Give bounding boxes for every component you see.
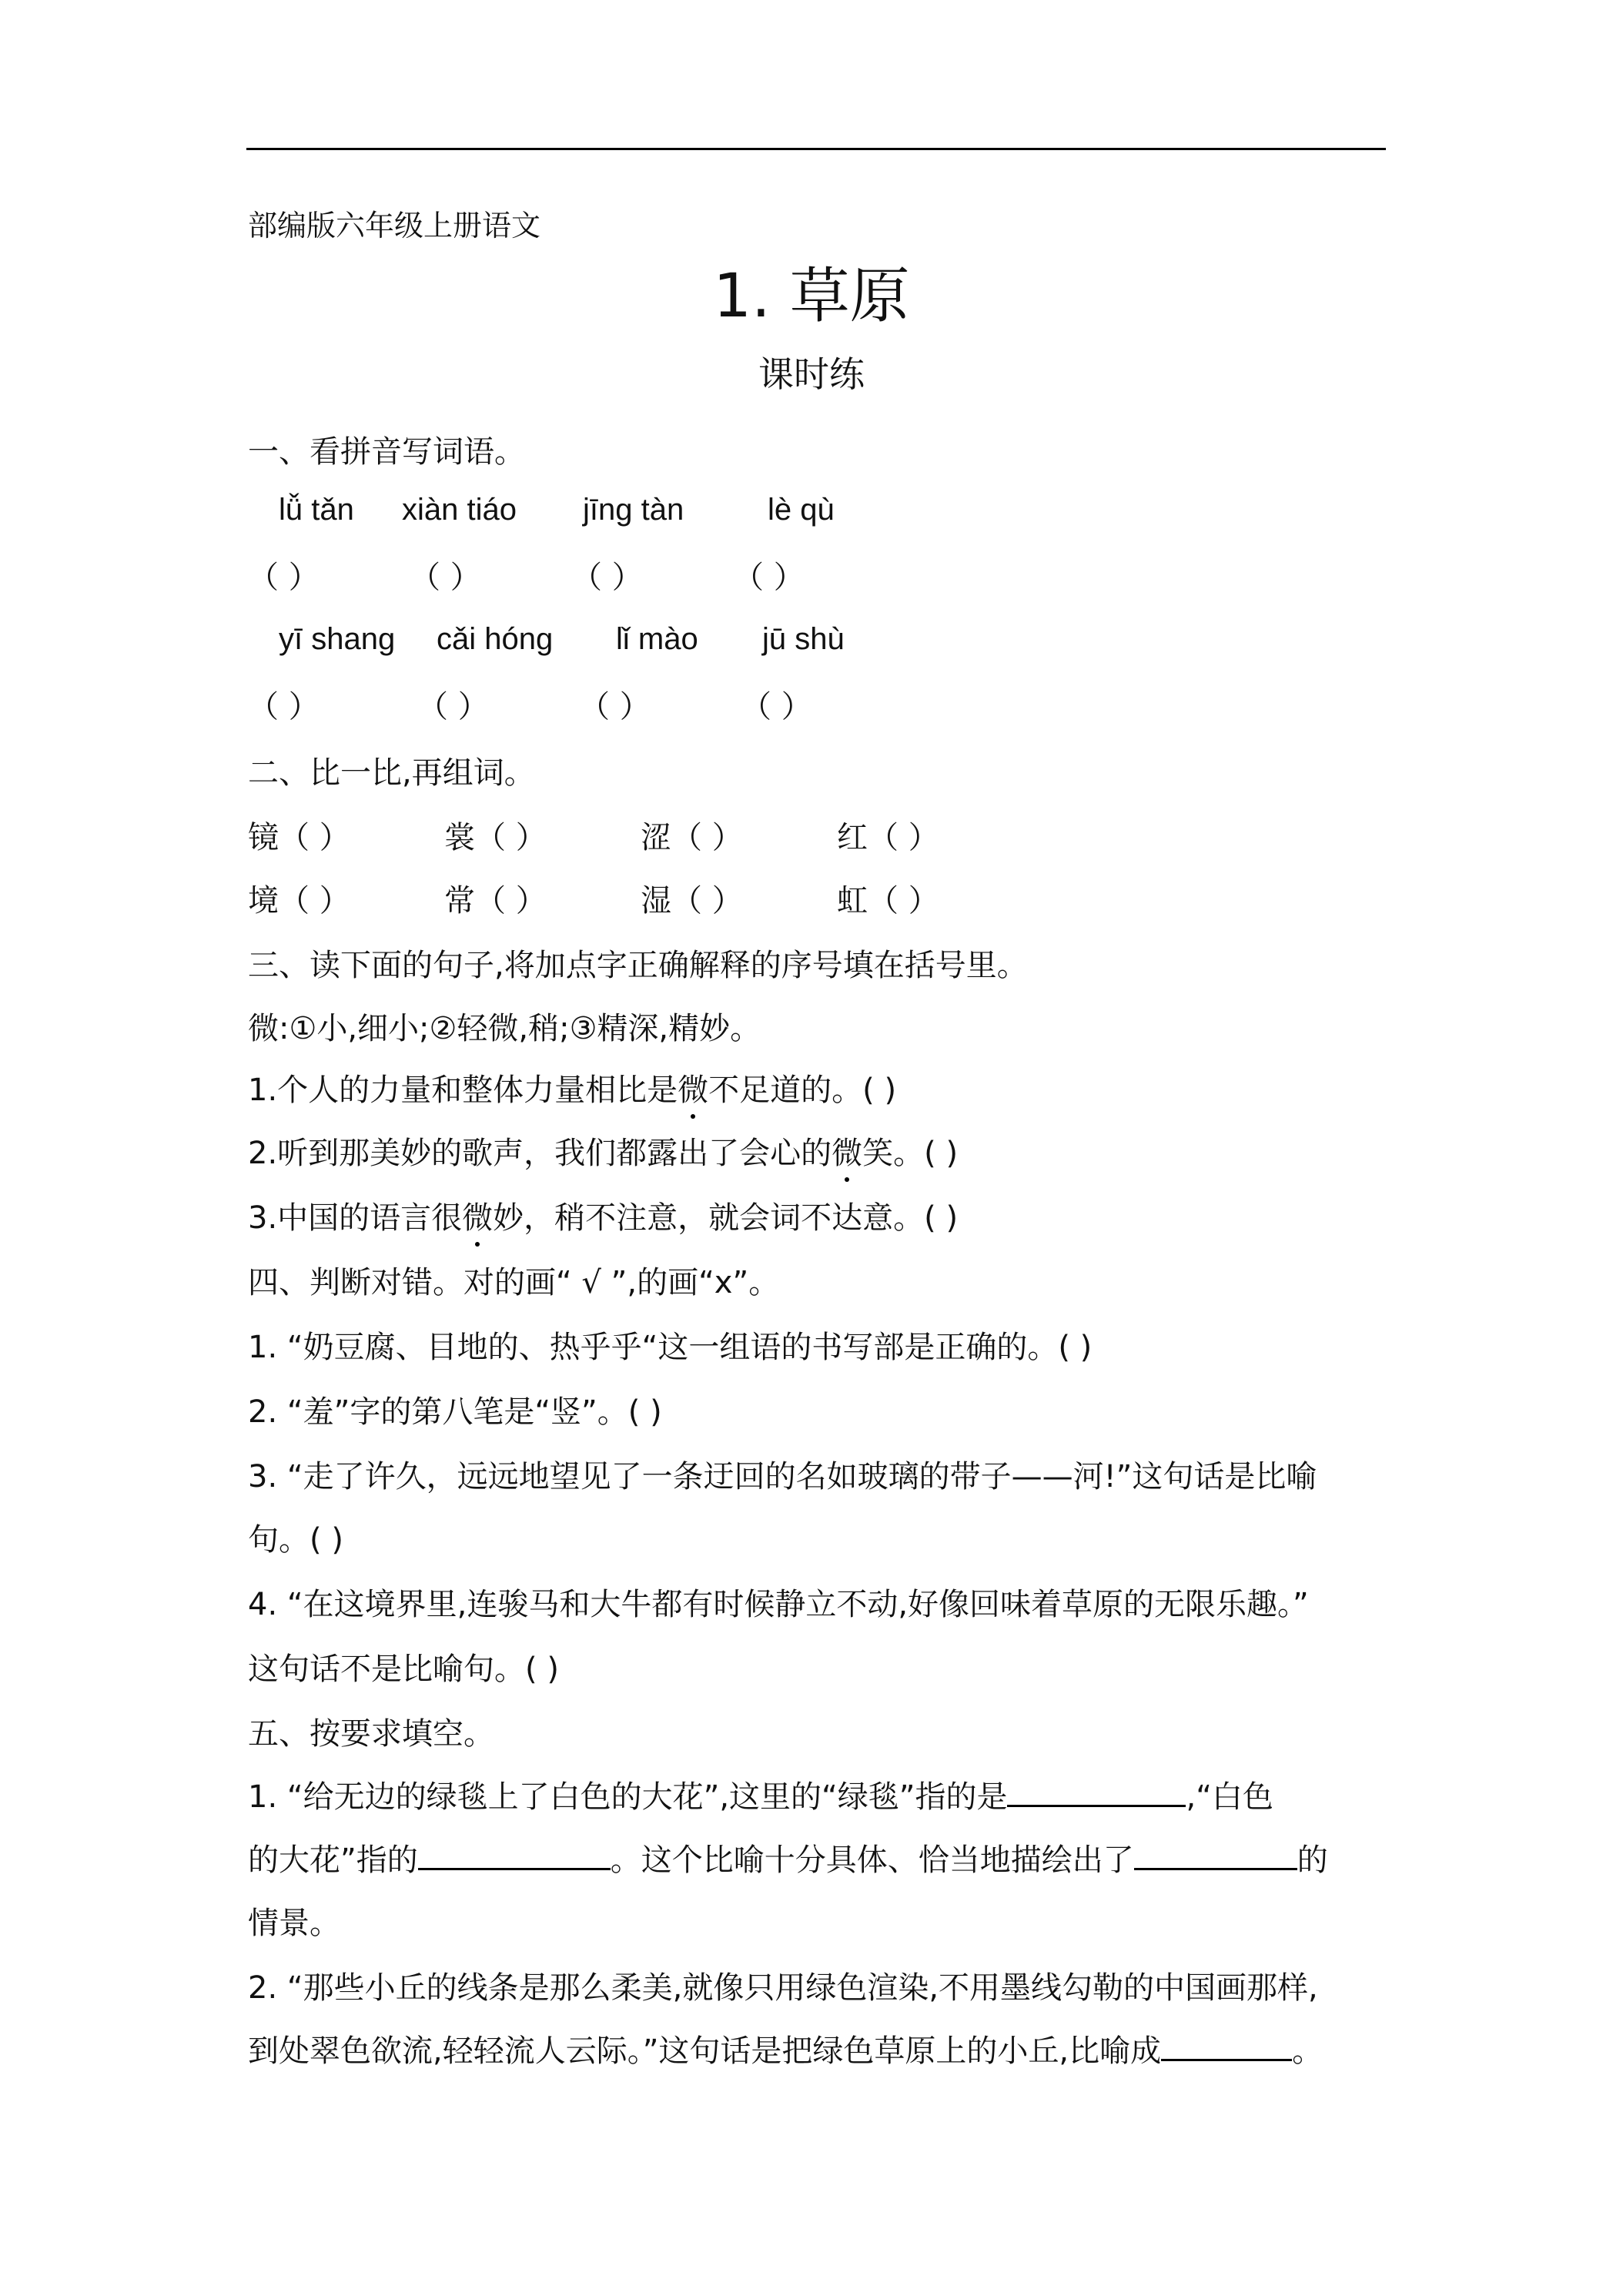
word-box[interactable]: （ ） — [671, 820, 743, 855]
pinyin-6: cǎi hóng — [437, 622, 554, 656]
question-4-3-cont: 句。( ) — [248, 1522, 343, 1558]
word-box[interactable]: （ ） — [279, 883, 350, 919]
word-box[interactable]: （ ） — [868, 820, 939, 855]
question-3-3: 3.中国的语言很微妙，稍不注意，就会词不达意。( ) — [248, 1193, 958, 1237]
pinyin-4: lè qù — [768, 493, 835, 527]
pinyin-5: yī shang — [279, 622, 396, 656]
word-box[interactable]: （ ） — [475, 883, 547, 919]
question-5-1: 1. “给无边的绿毯上了白色的大花”,这里的“绿毯”指的是 ,“白色 — [248, 1772, 1273, 1816]
question-4-3: 3. “走了许久，远远地望见了一条迂回的名如玻璃的带子——河!”这句话是比喻 — [248, 1459, 1317, 1494]
question-4-1: 1. “奶豆腐、目地的、热乎乎“这一组语的书写部是正确的。( ) — [248, 1330, 1093, 1365]
compare-char-2: 裳（ ） — [444, 820, 547, 855]
question-5-2-cont: 到处翠色欲流,轻轻流人云际。”这句话是把绿色草原上的小丘,比喻成 。 — [248, 2027, 1323, 2070]
section-3-heading: 三、读下面的句子,将加点字正确解释的序号填在括号里。 — [248, 948, 1028, 983]
answer-box-7[interactable]: （ ） — [579, 689, 651, 725]
answer-box-5[interactable]: （ ） — [248, 689, 320, 725]
fill-blank[interactable] — [1161, 2030, 1292, 2061]
compare-char-5: 境（ ） — [248, 883, 350, 919]
word-box[interactable]: （ ） — [475, 820, 547, 855]
question-4-4-cont: 这句话不是比喻句。( ) — [248, 1652, 559, 1687]
compare-char-3: 涩（ ） — [641, 820, 743, 855]
section-5-heading: 五、按要求填空。 — [248, 1716, 494, 1752]
lesson-title: 1. 草原 — [713, 262, 910, 331]
word-box[interactable]: （ ） — [279, 820, 350, 855]
question-4-4: 4. “在这境界里,连骏马和大牛都有时候静立不动,好像回味着草原的无限乐趣。” — [248, 1587, 1309, 1622]
section-4-heading: 四、判断对错。对的画“ √ ”,的画“x”。 — [248, 1265, 780, 1300]
compare-char-8: 虹（ ） — [837, 883, 939, 919]
question-3-1: 1.个人的力量和整体力量相比是微不足道的。( ) — [248, 1066, 896, 1110]
answer-box-6[interactable]: （ ） — [417, 689, 489, 725]
question-4-2: 2. “羞”字的第八笔是“竖”。( ) — [248, 1394, 662, 1430]
word-box[interactable]: （ ） — [868, 883, 939, 919]
pinyin-2: xiàn tiáo — [402, 493, 517, 527]
pinyin-1: lǚ tǎn — [279, 493, 354, 527]
pinyin-7: lǐ mào — [616, 622, 698, 656]
definition-line: 微:①小,细小;②轻微,稍;③精深,精妙。 — [248, 1011, 761, 1046]
compare-char-6: 常（ ） — [444, 883, 547, 919]
section-2-heading: 二、比一比,再组词。 — [248, 755, 535, 791]
compare-char-1: 镜（ ） — [248, 820, 350, 855]
compare-char-4: 红（ ） — [837, 820, 939, 855]
lesson-subtitle: 课时练 — [758, 353, 865, 395]
dotted-char: 微 — [462, 1193, 493, 1237]
textbook-source: 部编版六年级上册语文 — [248, 209, 541, 243]
fill-blank[interactable] — [1007, 1776, 1186, 1807]
question-5-2: 2. “那些小丘的线条是那么柔美,就像只用绿色渲染,不用墨线勾勒的中国画那样, — [248, 1970, 1318, 2006]
answer-box-3[interactable]: （ ） — [571, 560, 643, 595]
answer-box-4[interactable]: （ ） — [733, 560, 805, 595]
pinyin-3: jīng tàn — [583, 493, 684, 527]
question-5-1-cont: 的大花”指的 。这个比喻十分具体、恰当地描绘出了 的 — [248, 1836, 1328, 1879]
pinyin-8: jū shù — [762, 622, 845, 656]
fill-blank[interactable] — [1134, 1839, 1297, 1870]
question-5-1-end: 情景。 — [248, 1906, 340, 1941]
dotted-char: 微 — [678, 1066, 708, 1110]
question-3-2: 2.听到那美妙的歌声，我们都露出了会心的微笑。( ) — [248, 1129, 958, 1173]
answer-box-8[interactable]: （ ） — [741, 689, 812, 725]
header-rule — [246, 148, 1386, 150]
compare-char-7: 湿（ ） — [641, 883, 743, 919]
section-1-heading: 一、看拼音写词语。 — [248, 434, 525, 470]
answer-box-1[interactable]: （ ） — [248, 560, 320, 595]
dotted-char: 微 — [832, 1129, 862, 1173]
fill-blank[interactable] — [418, 1839, 611, 1870]
word-box[interactable]: （ ） — [671, 883, 743, 919]
answer-box-2[interactable]: （ ） — [410, 560, 481, 595]
